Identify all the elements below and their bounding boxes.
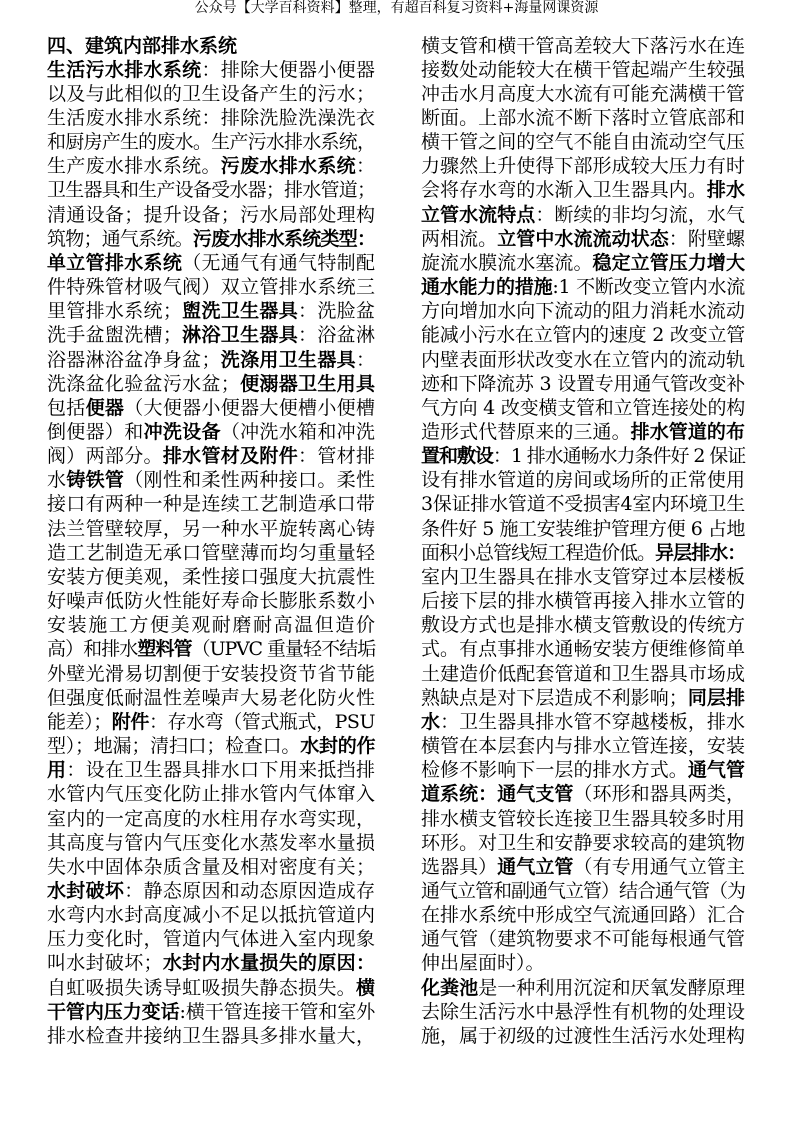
text-run: 外壁光滑易切割便于安装投资节省节能 (47, 662, 375, 685)
text-run: 断面。上部水流不断下落时立管底部和 (421, 106, 745, 129)
text-run: 浴器淋浴盆净身盆； (47, 348, 221, 371)
text-run: 环形。对卫生和安静要求较高的建筑物 (421, 831, 745, 854)
text-line (421, 82, 745, 106)
text-run: 好噪声低防火性能好寿命长膨胀系数小 (47, 590, 375, 613)
text-line (421, 831, 745, 855)
text-run: 是一种利用沉淀和厌氧发酵原理 (478, 976, 745, 999)
text-run: ： (355, 155, 375, 178)
text-run: 水弯内水封高度减小不足以抵抗管道内 (47, 904, 375, 927)
text-run: 洗涤盆化验盆污水盆； (47, 372, 240, 395)
text-run: 施，属于初级的过渡性生活污水处理构 (421, 1024, 745, 1047)
text-line (47, 1024, 375, 1048)
text-line (421, 1000, 745, 1024)
text-line (47, 58, 375, 82)
text-line (47, 662, 375, 686)
text-run: 熟缺点是对下层造成不利影响； (421, 686, 688, 709)
text-run: （环形和器具两类， (573, 783, 745, 806)
text-line (421, 348, 745, 372)
text-line (47, 613, 375, 637)
text-line (421, 686, 745, 710)
text-line (421, 468, 745, 492)
text-line (47, 589, 375, 613)
bold-term: 立管水流特点 (421, 203, 536, 226)
text-run: 横干管之间的空气不能自由流动空气压 (421, 131, 745, 154)
text-run: 叫水封破坏； (47, 952, 163, 975)
text-line (421, 710, 745, 734)
text-run: 水管内气压变化防止排水管内气体窜入 (47, 783, 375, 806)
text-run: 土建造价低配套管道和卫生器具市场成 (421, 662, 745, 685)
text-line (421, 275, 745, 299)
bold-term: 便溺器卫生用具 (239, 372, 375, 395)
text-run: 内壁表面形状改变水在立管内的流动轨 (421, 348, 745, 371)
bold-term: 单立管排水系统 (47, 251, 183, 274)
text-line (421, 517, 745, 541)
text-line (47, 227, 375, 251)
text-run: ：浴盆淋 (298, 324, 375, 347)
text-line (47, 154, 375, 178)
text-run: ：附壁螺 (668, 227, 745, 250)
text-line (421, 589, 745, 613)
text-run: 两相流。 (421, 227, 498, 250)
text-run: 力骤然上升使得下部形成较大压力有时 (421, 155, 745, 178)
text-run: 能差）； (47, 710, 112, 733)
bold-term: 水封的作 (300, 735, 375, 758)
text-run: 会将存水弯的水渐入卫生器具内。 (421, 179, 707, 202)
text-line (47, 420, 375, 444)
text-line (421, 637, 745, 661)
left-column (47, 34, 375, 1049)
text-line (421, 444, 745, 468)
text-line (47, 565, 375, 589)
text-run: ：静态原因和动态原因造成存 (124, 879, 375, 902)
text-line (47, 82, 375, 106)
text-run: 接口有两种一种是连续工艺制造承口带 (47, 493, 375, 516)
bold-term: 立管中水流流动状态 (497, 227, 669, 250)
text-run: 压力变化时，管道内气体进入室内现象 (47, 928, 375, 951)
text-line (47, 396, 375, 420)
bold-term: 冲洗设备 (143, 421, 221, 443)
text-run: 造形式代替原来的三通。 (421, 421, 631, 443)
bold-term: 置和敷设 (421, 445, 493, 468)
text-line (421, 227, 745, 251)
text-line (47, 178, 375, 202)
text-run: 法兰管壁较厚，另一种水平旋转离心铸 (47, 517, 375, 540)
bold-term: 水 (421, 710, 441, 733)
text-line (421, 565, 745, 589)
text-run: 式。有点事排水通畅安装方便维修简单 (421, 638, 745, 661)
right-column (421, 34, 745, 1049)
text-run: ：卫生器具排水管不穿越楼板，排水 (440, 710, 745, 733)
text-line (421, 251, 745, 275)
text-line (421, 396, 745, 420)
text-line (47, 903, 375, 927)
bold-term: 水封破坏 (47, 879, 125, 902)
bold-term: 道系统： (421, 783, 498, 806)
text-run: （大便器小便器大便槽小便槽 (124, 396, 375, 419)
text-run: 通气立管和副通气立管）结合通气管（为 (421, 879, 746, 902)
text-line (421, 178, 745, 202)
text-run: 设有排水管道的房间或场所的正常使用 (421, 469, 745, 492)
text-run: 敷设方式也是排水横支管敷设的传统方 (421, 614, 745, 637)
text-run: 气方向 4 改变横支管和立管连接处的构 (421, 396, 745, 419)
text-line (47, 879, 375, 903)
text-run: 能减小污水在立管内的速度 2 改变立管 (421, 324, 745, 347)
text-line (421, 927, 745, 951)
bold-term: 同层排 (687, 686, 745, 709)
text-run: 面积小总管线短工程造价低。 (421, 541, 656, 564)
text-run: 冲击水月高度大水流有可能充满横干管 (421, 82, 745, 105)
text-run: 卫生器具和生产设备受水器；排水管道； (47, 179, 375, 202)
text-run: 失水中固体杂质含量及相对密度有关； (47, 855, 375, 878)
bold-term: 排水管材及附件 (162, 445, 299, 468)
text-line (47, 372, 375, 396)
text-run: 3保证排水管道不受损害4室内环境卫生 (421, 493, 745, 516)
text-line (421, 734, 745, 758)
text-run: ：断续的非均匀流，水气 (535, 203, 745, 226)
text-run: 生产废水排水系统。 (47, 155, 221, 178)
text-run: ：存水弯（管式瓶式，PSU (148, 710, 375, 733)
text-line (421, 58, 745, 82)
text-run: 生活废水排水系统：排除洗脸洗澡洗衣 (47, 106, 375, 129)
text-line (421, 903, 745, 927)
text-line (47, 734, 375, 758)
text-line (421, 976, 745, 1000)
text-run: 里管排水系统； (47, 300, 182, 323)
text-line (47, 831, 375, 855)
text-run: 条件好 5 施工安装维护管理方便 6 占地 (421, 517, 745, 540)
text-line (421, 154, 745, 178)
text-line (421, 879, 745, 903)
text-line (47, 541, 375, 565)
text-line (47, 492, 375, 516)
text-run: （UPVC 重量轻不结垢 (191, 638, 375, 661)
bold-term: 污废水排水系统 (220, 155, 356, 178)
bold-term: 生活污水排水系统 (47, 58, 202, 81)
text-run: 包括 (47, 396, 86, 419)
text-line (47, 637, 375, 661)
text-run: 安装施工方便美观耐磨耐高温但造价 (47, 614, 375, 637)
text-run: 迹和下降流苏 3 设置专用通气管改变补 (421, 372, 745, 395)
bold-term: 通气立管 (497, 855, 574, 878)
text-run: 洗手盆盥洗槽； (47, 324, 182, 347)
text-line (421, 492, 745, 516)
bold-term: 淋浴卫生器具 (181, 324, 299, 347)
text-line (421, 807, 745, 831)
text-line (421, 203, 745, 227)
text-line (47, 251, 375, 275)
text-run: （无通气有通气特制配 (182, 251, 375, 274)
text-run: 去除生活污水中悬浮性有机物的处理设 (421, 1000, 745, 1023)
text-run: ：洗脸盆 (298, 300, 375, 323)
text-line (47, 782, 375, 806)
bold-term: 水封内水量损失的原因： (162, 952, 375, 975)
bold-term: 排水 (706, 179, 745, 202)
bold-term: 横 (355, 976, 375, 999)
bold-term: 干管内压力变话 (47, 1000, 180, 1023)
text-run: ：排除大便器小便器 (201, 58, 375, 81)
text-run: （冲洗水箱和冲洗 (220, 421, 375, 443)
text-line (47, 323, 375, 347)
text-run: 接数处动能较大在横干管起端产生较强 (421, 58, 745, 81)
text-line (421, 323, 745, 347)
text-line (421, 855, 745, 879)
bold-term: 铸铁管 (66, 469, 125, 492)
bold-term: 化粪池 (421, 976, 479, 999)
text-line (47, 951, 375, 975)
text-run: 水 (47, 469, 67, 492)
text-run: 在排水系统中形成空气流通回路）汇合 (421, 904, 745, 927)
bold-term: 塑料管 (137, 638, 192, 661)
text-line (421, 951, 745, 975)
text-line (47, 130, 375, 154)
text-line (47, 686, 375, 710)
text-run: 型）；地漏；清扫口；检查口。 (47, 735, 301, 758)
text-line (421, 782, 745, 806)
text-run: :1 不断改变立管内水流 (552, 276, 745, 299)
text-run: 清通设备；提升设备；污水局部处理构 (47, 203, 375, 226)
bold-term: 通气管 (687, 759, 745, 782)
text-run: 高）和排水 (47, 638, 138, 661)
bold-term: 用 (47, 759, 67, 782)
text-run: 检修不影响下一层的排水方式。 (421, 759, 688, 782)
text-run: ：1 排水通畅水力条件好 2 保证 (492, 445, 745, 468)
text-run: 伸出屋面时）。 (421, 952, 545, 975)
text-line (47, 348, 375, 372)
text-run: 安装方便美观，柔性接口强度大抗震性 (47, 565, 375, 588)
text-line (421, 541, 745, 565)
text-run: 后接下层的排水横管再接入排水立管的 (421, 590, 745, 613)
text-run: 选器具） (421, 855, 498, 878)
text-run: ： (355, 348, 375, 371)
text-line (421, 662, 745, 686)
text-line (421, 372, 745, 396)
text-line (47, 710, 375, 734)
text-run: 室内的一定高度的水柱用存水弯实现， (47, 807, 375, 830)
text-line (421, 758, 745, 782)
text-run: 通气管（建筑物要求不可能每根通气管 (421, 928, 745, 951)
text-run: 方向增加水向下流动的阻力消耗水流动 (421, 300, 745, 323)
text-run: 但强度低耐温性差噪声大易老化防火性 (47, 686, 375, 709)
text-line (47, 927, 375, 951)
text-line (47, 203, 375, 227)
text-run: 自虹吸损失诱导虹吸损失静态损失。 (47, 976, 356, 999)
bold-term: 盥洗卫生器具 (181, 300, 299, 323)
text-run: 和厨房产生的废水。生产污水排水系统， (47, 131, 375, 154)
bold-term: 稳定立管压力增大 (592, 251, 745, 274)
text-run: （有专用通气立管主 (573, 855, 745, 878)
text-run: 排水横支管较长连接卫生器具较多时用 (421, 807, 745, 830)
text-line (47, 106, 375, 130)
text-line (47, 976, 375, 1000)
bold-term: 通水能力的措施 (421, 276, 553, 299)
text-line (47, 758, 375, 782)
text-line (47, 299, 375, 323)
text-line (47, 855, 375, 879)
text-line (421, 106, 745, 130)
text-run: ：管材排 (298, 445, 375, 468)
bold-term: 异层排水： (655, 541, 745, 564)
text-run: 筑物；通气系统。 (47, 227, 193, 250)
text-line (421, 299, 745, 323)
bold-term: 污废水排水系统类型： (192, 227, 375, 250)
text-run: 横管在本层套内与排水立管连接，安装 (421, 735, 745, 758)
text-line (421, 130, 745, 154)
text-line (47, 1000, 375, 1024)
text-run: 阀）两部分。 (47, 445, 163, 468)
text-run: 倒便器）和 (47, 421, 144, 443)
text-line (421, 1024, 745, 1048)
text-line (47, 517, 375, 541)
bold-term: 洗涤用卫生器具 (220, 348, 356, 371)
text-line (47, 275, 375, 299)
bold-term: 通气支管 (497, 783, 574, 806)
text-run: 排水检查井接纳卫生器具多排水量大， (47, 1024, 375, 1047)
text-run: 其高度与管内气压变化水蒸发率水量损 (47, 831, 375, 854)
bold-term: 便器 (85, 396, 125, 419)
text-line (421, 34, 745, 58)
text-line (47, 468, 375, 492)
text-run: ：设在卫生器具排水口下用来抵挡排 (66, 759, 375, 782)
text-run: 横支管和横干管高差较大下落污水在连 (421, 34, 745, 57)
text-run: :横干管连接干管和室外 (179, 1000, 375, 1023)
bold-term: 排水管道的布 (630, 421, 745, 443)
text-run: 以及与此相似的卫生设备产生的污水； (47, 82, 375, 105)
text-line (421, 613, 745, 637)
text-run: 室内卫生器具在排水支管穿过本层楼板 (421, 565, 745, 588)
text-run: 造工艺制造无承口管壁薄而均匀重量轻 (47, 541, 375, 564)
section-heading: 四、建筑内部排水系统 (47, 34, 238, 57)
text-run: （刚性和柔性两种接口。柔性 (124, 469, 375, 492)
text-run: 旋流水膜流水塞流。 (421, 251, 593, 274)
text-run: 件特殊管材吸气阀）双立管排水系统三 (47, 276, 375, 299)
text-line (47, 807, 375, 831)
text-line (47, 444, 375, 468)
page-header-note: 公众号【大学百科资料】整理，有超百科复习资料+海量网课资源 (194, 0, 599, 16)
text-line (421, 420, 745, 444)
bold-term: 附件 (111, 710, 149, 733)
